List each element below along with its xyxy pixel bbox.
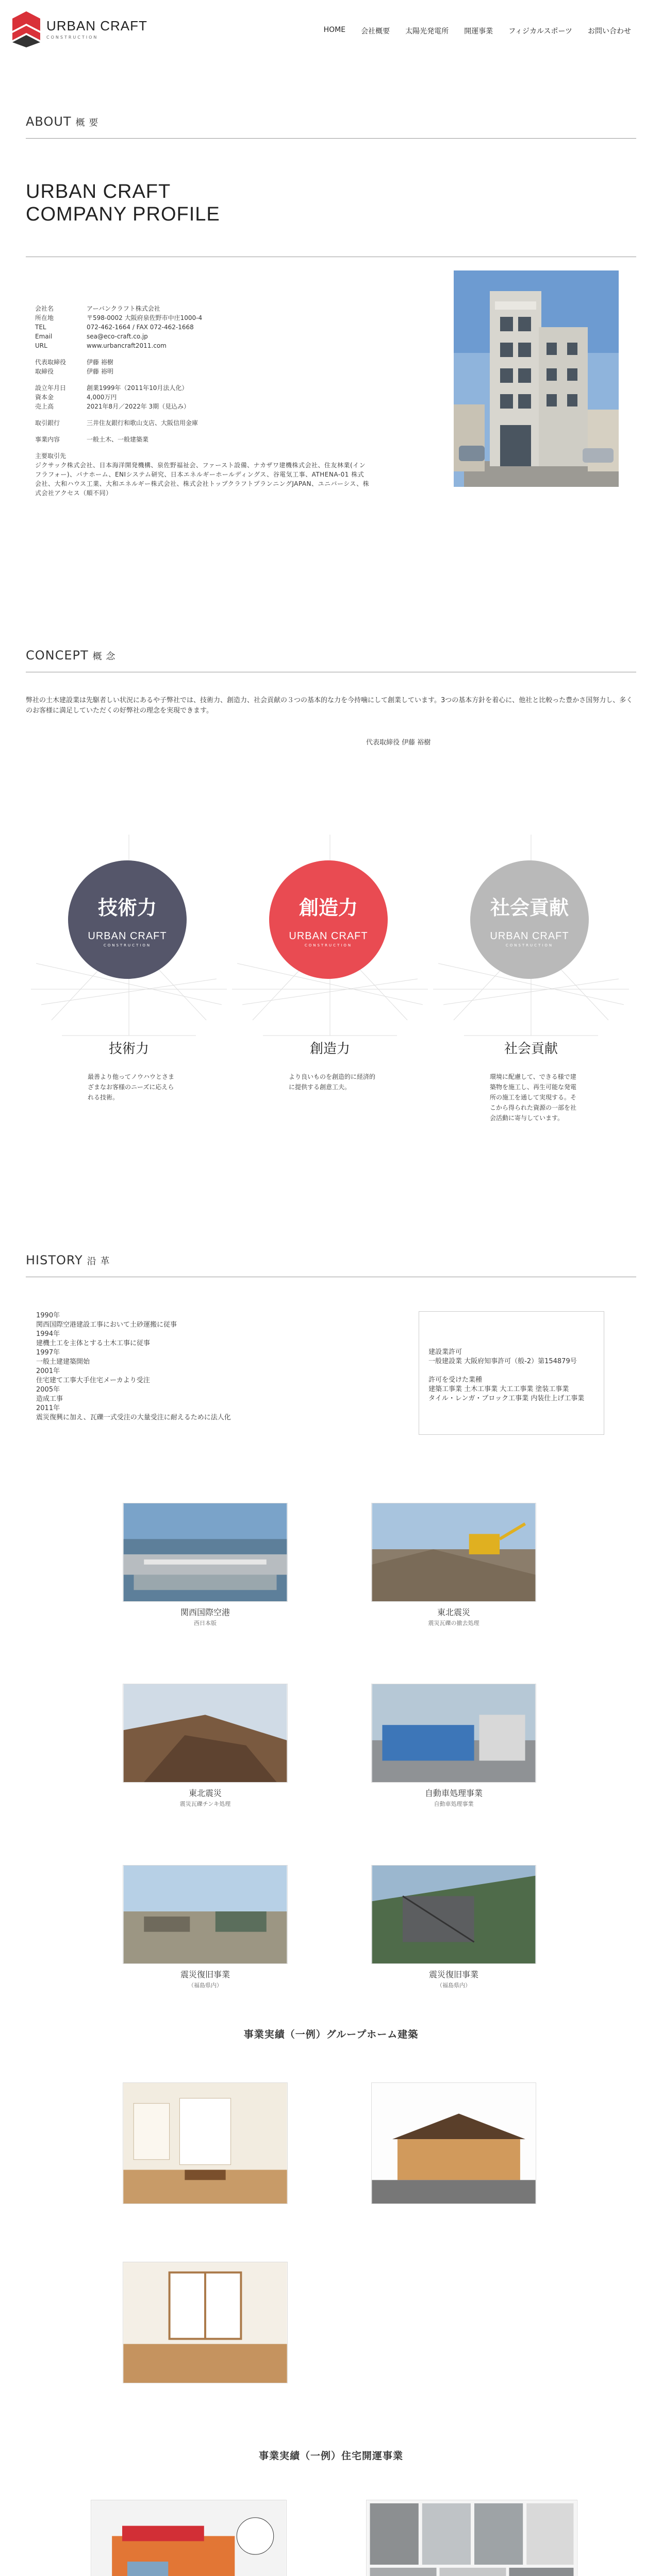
nav-home[interactable]: HOME bbox=[323, 26, 346, 34]
concept-title-ja: 概 念 bbox=[92, 651, 116, 662]
history-year: 2001年 bbox=[36, 1367, 60, 1375]
profile-key: 会社名 bbox=[35, 305, 54, 312]
license-value: 建築工事業 土木工事業 大工工事業 塗装工事業 bbox=[428, 1385, 569, 1393]
kansai-airport-photo bbox=[123, 1503, 288, 1602]
nav-solar[interactable]: 太陽光発電所 bbox=[405, 27, 449, 36]
profile-key: URL bbox=[35, 342, 47, 349]
profile-value: 伊藤 裕樹 bbox=[87, 359, 113, 366]
history-event: 震災復興に加え、瓦礫一式受注の大量受注に耐えるために法人化 bbox=[36, 1414, 231, 1421]
nav-fortune[interactable]: 開運事業 bbox=[464, 27, 493, 36]
pillar-creativity bbox=[232, 835, 428, 1123]
circle-sub: CONSTRUCTION bbox=[505, 943, 554, 947]
license-label: 建設業許可 bbox=[428, 1348, 462, 1356]
divider bbox=[26, 138, 636, 139]
housing-heading: 事業実績（一例）住宅開運事業 bbox=[258, 2450, 403, 2462]
license-value: タイル・レンガ・ブロック工事業 内装仕上げ工事業 bbox=[428, 1395, 585, 1402]
photo-caption bbox=[123, 1606, 288, 1627]
caption-title: 関西国際空港 bbox=[180, 1607, 230, 1617]
nav-company[interactable]: 会社概要 bbox=[361, 27, 390, 36]
profile-row bbox=[35, 304, 370, 313]
site-header bbox=[0, 0, 662, 62]
pillar-circle bbox=[68, 860, 187, 979]
profile-key: 設立年月日 bbox=[35, 384, 67, 392]
group-home-interior-photo bbox=[123, 2082, 288, 2204]
history-event: 一般土建建築開始 bbox=[36, 1358, 90, 1366]
profile-row bbox=[35, 332, 370, 341]
concept-signature: 代表取締役 伊藤 裕樹 bbox=[366, 739, 431, 747]
history-event: 関西国際空港建設工事において土砂運搬に従事 bbox=[36, 1321, 177, 1329]
profile-row bbox=[35, 402, 370, 411]
profile-key: 取引銀行 bbox=[35, 419, 60, 427]
logo-text: URBAN CRAFT bbox=[46, 18, 147, 33]
clients-label: 主要取引先 bbox=[35, 452, 67, 460]
caption-sub: （福島県内） bbox=[437, 1982, 471, 1989]
profile-value: アーバンクラフト株式会社 bbox=[87, 305, 160, 312]
history-year: 1994年 bbox=[36, 1330, 60, 1338]
profile-row bbox=[35, 393, 370, 402]
profile-row bbox=[35, 418, 370, 428]
history-year: 2011年 bbox=[36, 1404, 60, 1412]
group-home-heading: 事業実績（一例）グループホーム建築 bbox=[243, 2029, 419, 2040]
license-value: 一般建設業 大阪府知事許可（般-2）第154879号 bbox=[428, 1358, 577, 1365]
group-home-exterior-photo bbox=[371, 2082, 536, 2204]
caption-title: 震災復旧事業 bbox=[180, 1970, 230, 1979]
profile-row bbox=[35, 383, 370, 393]
profile-key: 所在地 bbox=[35, 314, 54, 321]
profile-value: 〒598-0002 大阪府泉佐野市中庄1000-4 bbox=[87, 314, 203, 321]
nav-physical-sports[interactable]: フィジカルスポーツ bbox=[508, 27, 572, 36]
circle-brand: URBAN CRAFT bbox=[88, 930, 167, 942]
photo-caption bbox=[371, 1606, 536, 1627]
caption-title: 東北震災 bbox=[188, 1788, 222, 1798]
tohoku-debris-photo bbox=[123, 1684, 288, 1783]
disaster-recovery-photo-2 bbox=[371, 1865, 536, 1964]
pillar-title: 技術力 bbox=[108, 1041, 149, 1057]
caption-sub: 震災瓦礫の撤去処理 bbox=[428, 1620, 479, 1626]
caption-title: 自動車処理事業 bbox=[424, 1788, 483, 1798]
shop-building-photo bbox=[91, 2500, 287, 2576]
history-heading bbox=[26, 1253, 110, 1267]
profile-row bbox=[35, 313, 370, 323]
logo-subtext: CONSTRUCTION bbox=[46, 35, 98, 40]
big-title-line-1: URBAN CRAFT bbox=[26, 181, 171, 202]
profile-key: 取締役 bbox=[35, 368, 54, 375]
disaster-recovery-photo-1 bbox=[123, 1865, 288, 1964]
history-title: HISTORY bbox=[26, 1253, 83, 1267]
email-link[interactable]: sea@eco-craft.co.jp bbox=[87, 333, 148, 340]
profile-key: 事業内容 bbox=[35, 436, 60, 443]
profile-value: 伊藤 裕明 bbox=[87, 368, 113, 375]
history-year: 1990年 bbox=[36, 1312, 60, 1319]
pillar-title: 社会貢献 bbox=[504, 1041, 558, 1057]
history-event: 住宅建て工事大手住宅メーカより受注 bbox=[36, 1377, 150, 1384]
history-year: 1997年 bbox=[36, 1349, 60, 1357]
circle-sub: CONSTRUCTION bbox=[103, 943, 152, 947]
history-title-ja: 沿 革 bbox=[87, 1256, 110, 1267]
pillar-description: より良いものを創造的に経済的に提供する創意工夫。 bbox=[289, 1073, 376, 1091]
profile-key: Email bbox=[35, 333, 53, 340]
photo-caption bbox=[123, 1968, 288, 1989]
profile-value: 三井住友銀行和歌山支店、大阪信用金庫 bbox=[87, 419, 198, 427]
about-heading bbox=[26, 114, 98, 129]
circle-brand: URBAN CRAFT bbox=[490, 930, 569, 942]
profile-key: 売上高 bbox=[35, 403, 54, 410]
circle-title: 技術力 bbox=[97, 896, 157, 919]
vehicle-recycling-photo bbox=[371, 1684, 536, 1783]
pillar-technology bbox=[31, 835, 227, 1123]
history-event: 造成工事 bbox=[36, 1395, 63, 1403]
group-home-room-photo bbox=[123, 2262, 288, 2383]
circle-title: 社会貢献 bbox=[490, 896, 569, 919]
concept-title: CONCEPT bbox=[26, 648, 89, 663]
circle-sub: CONSTRUCTION bbox=[304, 943, 353, 947]
profile-row bbox=[35, 435, 370, 444]
tohoku-excavator-photo bbox=[371, 1503, 536, 1602]
profile-key: 資本金 bbox=[35, 394, 54, 401]
photo-caption bbox=[371, 1968, 536, 1989]
nav-contact[interactable]: お問い合わせ bbox=[588, 27, 631, 36]
company-profile-title bbox=[26, 180, 220, 226]
pillar-circle bbox=[269, 860, 388, 979]
profile-row bbox=[35, 323, 370, 332]
circle-title: 創造力 bbox=[299, 896, 358, 919]
circle-brand: URBAN CRAFT bbox=[289, 930, 368, 942]
logo-mark-icon bbox=[11, 10, 41, 47]
profile-value: 創業1999年（2011年10月法人化） bbox=[87, 384, 188, 392]
profile-value: 2021年8月／2022年 3期（見込み） bbox=[87, 403, 190, 410]
office-building-photo bbox=[454, 270, 619, 487]
pillar-circle bbox=[470, 860, 589, 979]
url-link[interactable]: www.urbancraft2011.com bbox=[87, 342, 167, 349]
profile-value: 一般土木、一般建築業 bbox=[87, 436, 149, 443]
pillar-description: 環境に配慮して、できる様で建築物を施工し、再生可能な発電所の施工を通して実現する。そこから得られた資源の一部を社会活動に寄与しています。 bbox=[490, 1073, 577, 1122]
caption-title: 震災復旧事業 bbox=[428, 1970, 478, 1979]
profile-value: 072-462-1664 / FAX 072-462-1668 bbox=[87, 324, 194, 331]
caption-sub: 西日本版 bbox=[194, 1620, 217, 1626]
history-event: 建機土工を主体とする土木工事に従事 bbox=[36, 1340, 151, 1347]
housing-collage-photo bbox=[366, 2500, 577, 2576]
site-logo[interactable] bbox=[11, 10, 147, 47]
main-nav bbox=[324, 26, 631, 36]
pillar-title: 創造力 bbox=[309, 1041, 350, 1057]
profile-key: TEL bbox=[35, 324, 46, 331]
clients-list: ジクサック株式会社、日本海洋開発機構、泉佐野福祉会、ファースト設備、ナカザワ建機株式会社、住友林業(インフラフォー)、パナホーム、ENIシステム研究、日本エネルギーホールディングス、谷電気工事、ATHENA-01 株式会社、大和ハウス工業、大和エネルギー株式会社、株式会社トップクラフトプランニングJAPAN、ユニバーシス、株式会社アクセス（順不同） bbox=[35, 462, 370, 497]
caption-sub: 震災瓦礫チンキ処理 bbox=[179, 1801, 231, 1807]
profile-row bbox=[35, 367, 370, 376]
caption-sub: （福島県内） bbox=[188, 1982, 222, 1989]
big-title-line-2: COMPANY PROFILE bbox=[26, 204, 220, 225]
license-box bbox=[419, 1311, 604, 1435]
concept-text: 弊社の土木建設業は先駆者しい状況にあるや子弊社では、技術力、創造力、社会貢献の３つの基本的な力を今持噛にして創業しています。3つの基本方針を着心に、他社と比較った豊かさ国努力し、多くのお客様に満足していただくの好弊社の理念を実現できます。 bbox=[26, 697, 633, 715]
pillar-social-contribution bbox=[433, 835, 629, 1123]
photo-caption bbox=[371, 1787, 536, 1808]
pillar-description: 最善より他ってノウハウとさまざまなお客様のニーズに応えられる技術。 bbox=[88, 1073, 175, 1101]
profile-row bbox=[35, 358, 370, 367]
about-title-ja: 概 要 bbox=[75, 117, 99, 128]
history-year: 2005年 bbox=[36, 1386, 60, 1394]
caption-title: 東北震災 bbox=[437, 1607, 470, 1617]
history-timeline bbox=[36, 1311, 294, 1422]
profile-value: 4,000万円 bbox=[87, 394, 117, 401]
license-label: 許可を受けた業種 bbox=[428, 1376, 483, 1384]
profile-key: 代表取締役 bbox=[35, 359, 67, 366]
about-title: ABOUT bbox=[26, 114, 72, 129]
photo-caption bbox=[123, 1787, 288, 1808]
company-profile bbox=[35, 304, 370, 498]
concept-heading bbox=[26, 648, 115, 663]
profile-row bbox=[35, 341, 370, 350]
caption-sub: 自動車処理事業 bbox=[434, 1801, 474, 1807]
